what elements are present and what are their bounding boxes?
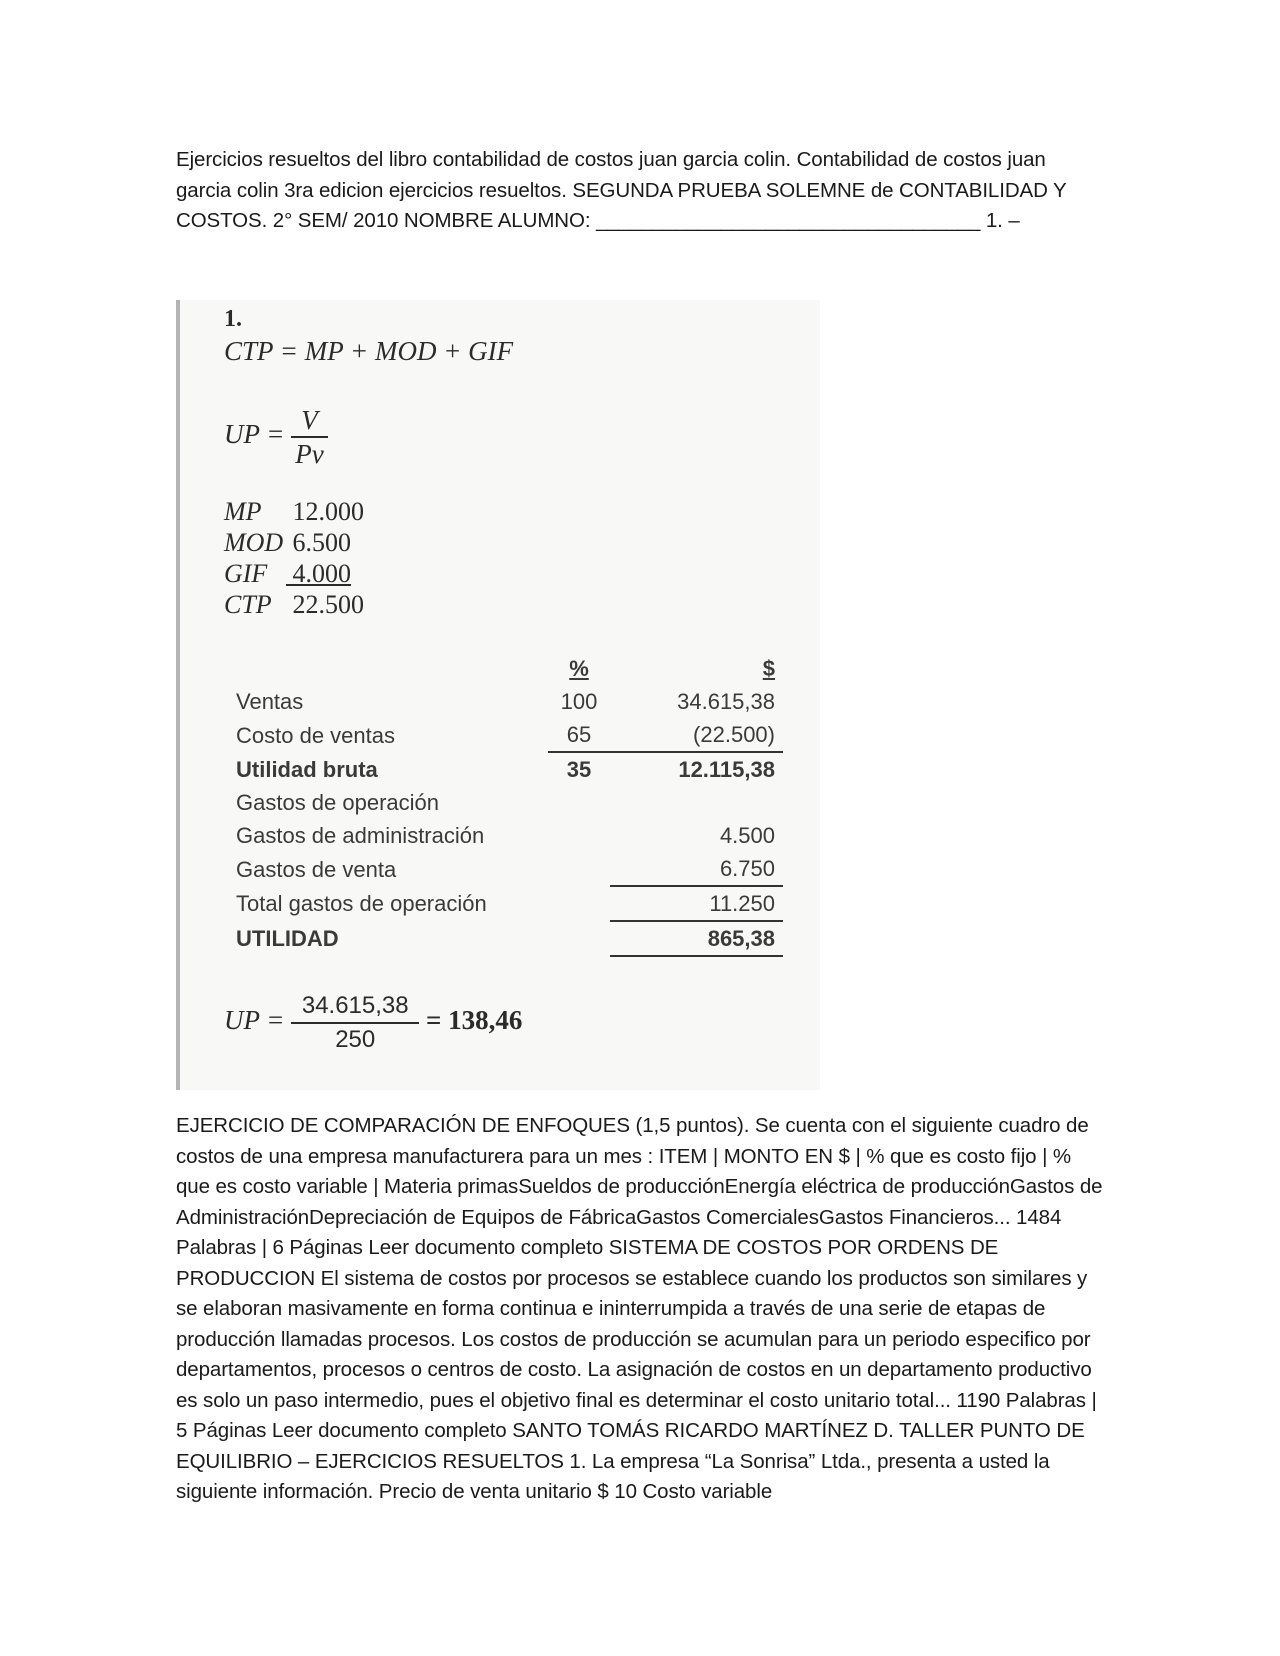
income-statement	[236, 652, 783, 957]
formula-up-result-denominator: 250	[335, 1026, 376, 1053]
statement-row-gastos-operacion: Gastos de operación	[236, 790, 440, 815]
statement-row-gastos-venta: Gastos de venta 6.750	[236, 856, 775, 882]
formula-up-lhs: UP =	[224, 419, 285, 450]
intro-paragraph: Ejercicios resueltos del libro contabilidad de costos juan garcia colin. Contabilidad de costos juan garcia colin 3ra edicion ejercicios resueltos. SEGUNDA PRUEBA SOLEMNE de CONTABILIDAD Y COSTOS. 2° SEM/ 2010 NOMBRE ALUMNO: __________________________________ 1. –	[176, 148, 1067, 232]
cost-row-ctp	[224, 589, 364, 620]
body-paragraph: EJERCICIO DE COMPARACIÓN DE ENFOQUES (1,5 puntos). Se cuenta con el siguiente cuadro de costos de una empresa manufacturera para un mes : ITEM | MONTO EN $ | % que es costo fijo | % que es costo variable | Materia primasSueldos de producciónEnergía eléctrica de producciónGastos de AdministraciónDepreciación de Equipos de FábricaGastos ComercialesGastos Financieros... 1484 Palabras | 6 Páginas Leer documento completo SISTEMA DE COSTOS POR ORDENS DE PRODUCCION El sistema de costos por procesos se establece cuando los productos son similares y se elaboran masivamente en forma continua e ininterrumpida a través de una serie de etapas de producción llamadas procesos. Los costos de producción se acumulan para un periodo especifico por departamentos, procesos o centros de costo. La asignación de costos en un departamento productivo es solo un paso intermedio, pues el objetivo final es determinar el costo unitario total... 1190 Palabras | 5 Páginas Leer documento completo SANTO TOMÁS RICARDO MARTÍNEZ D. TALLER PUNTO DE EQUILIBRIO – EJERCICIOS RESUELTOS 1. La empresa “La Sonrisa” Ltda., presenta a usted la siguiente información. Precio de venta unitario $ 10 Costo variable	[176, 1114, 1103, 1503]
cost-value: 22.500	[292, 590, 364, 619]
exercise-number: 1.	[224, 306, 242, 332]
cost-row-gif	[224, 558, 364, 589]
cost-label: MOD	[224, 528, 284, 557]
cost-value: 12.000	[292, 497, 364, 526]
formula-up-fraction	[291, 404, 327, 470]
statement-row-costo-ventas: Costo de ventas 65 (22.500)	[236, 722, 775, 748]
cost-label: GIF	[224, 559, 268, 588]
statement-row-gastos-admin: Gastos de administración 4.500	[236, 823, 775, 848]
statement-header	[236, 652, 783, 685]
formula-up-result-fraction	[291, 990, 419, 1056]
statement-row-utilidad: UTILIDAD 865,38	[236, 921, 783, 956]
cost-label: CTP	[224, 590, 272, 619]
header-percent: %	[569, 656, 589, 681]
cost-row-mod	[224, 527, 364, 558]
formula-up	[224, 404, 328, 470]
formula-up-numerator: V	[291, 404, 327, 438]
cost-value: 4.000	[292, 559, 351, 588]
formula-up-result	[224, 990, 522, 1056]
formula-up-result-lhs: UP =	[224, 1005, 285, 1036]
cost-value: 6.500	[292, 528, 351, 557]
formula-ctp: CTP = MP + MOD + GIF	[224, 336, 514, 366]
header-amount: $	[762, 656, 775, 681]
statement-row-utilidad-bruta: Utilidad bruta 35 12.115,38	[236, 752, 783, 786]
cost-list	[224, 496, 364, 620]
statement-row-total-gastos: Total gastos de operación 11.250	[236, 886, 783, 921]
statement-row-ventas: Ventas 100 34.615,38	[236, 689, 775, 714]
solution-figure	[176, 300, 820, 1090]
formula-up-denominator: Pv	[295, 439, 324, 469]
formula-up-result-numerator: 34.615,38	[291, 990, 419, 1024]
formula-up-result-value: = 138,46	[425, 1005, 523, 1036]
cost-row-mp	[224, 496, 364, 527]
cost-label: MP	[224, 497, 262, 526]
